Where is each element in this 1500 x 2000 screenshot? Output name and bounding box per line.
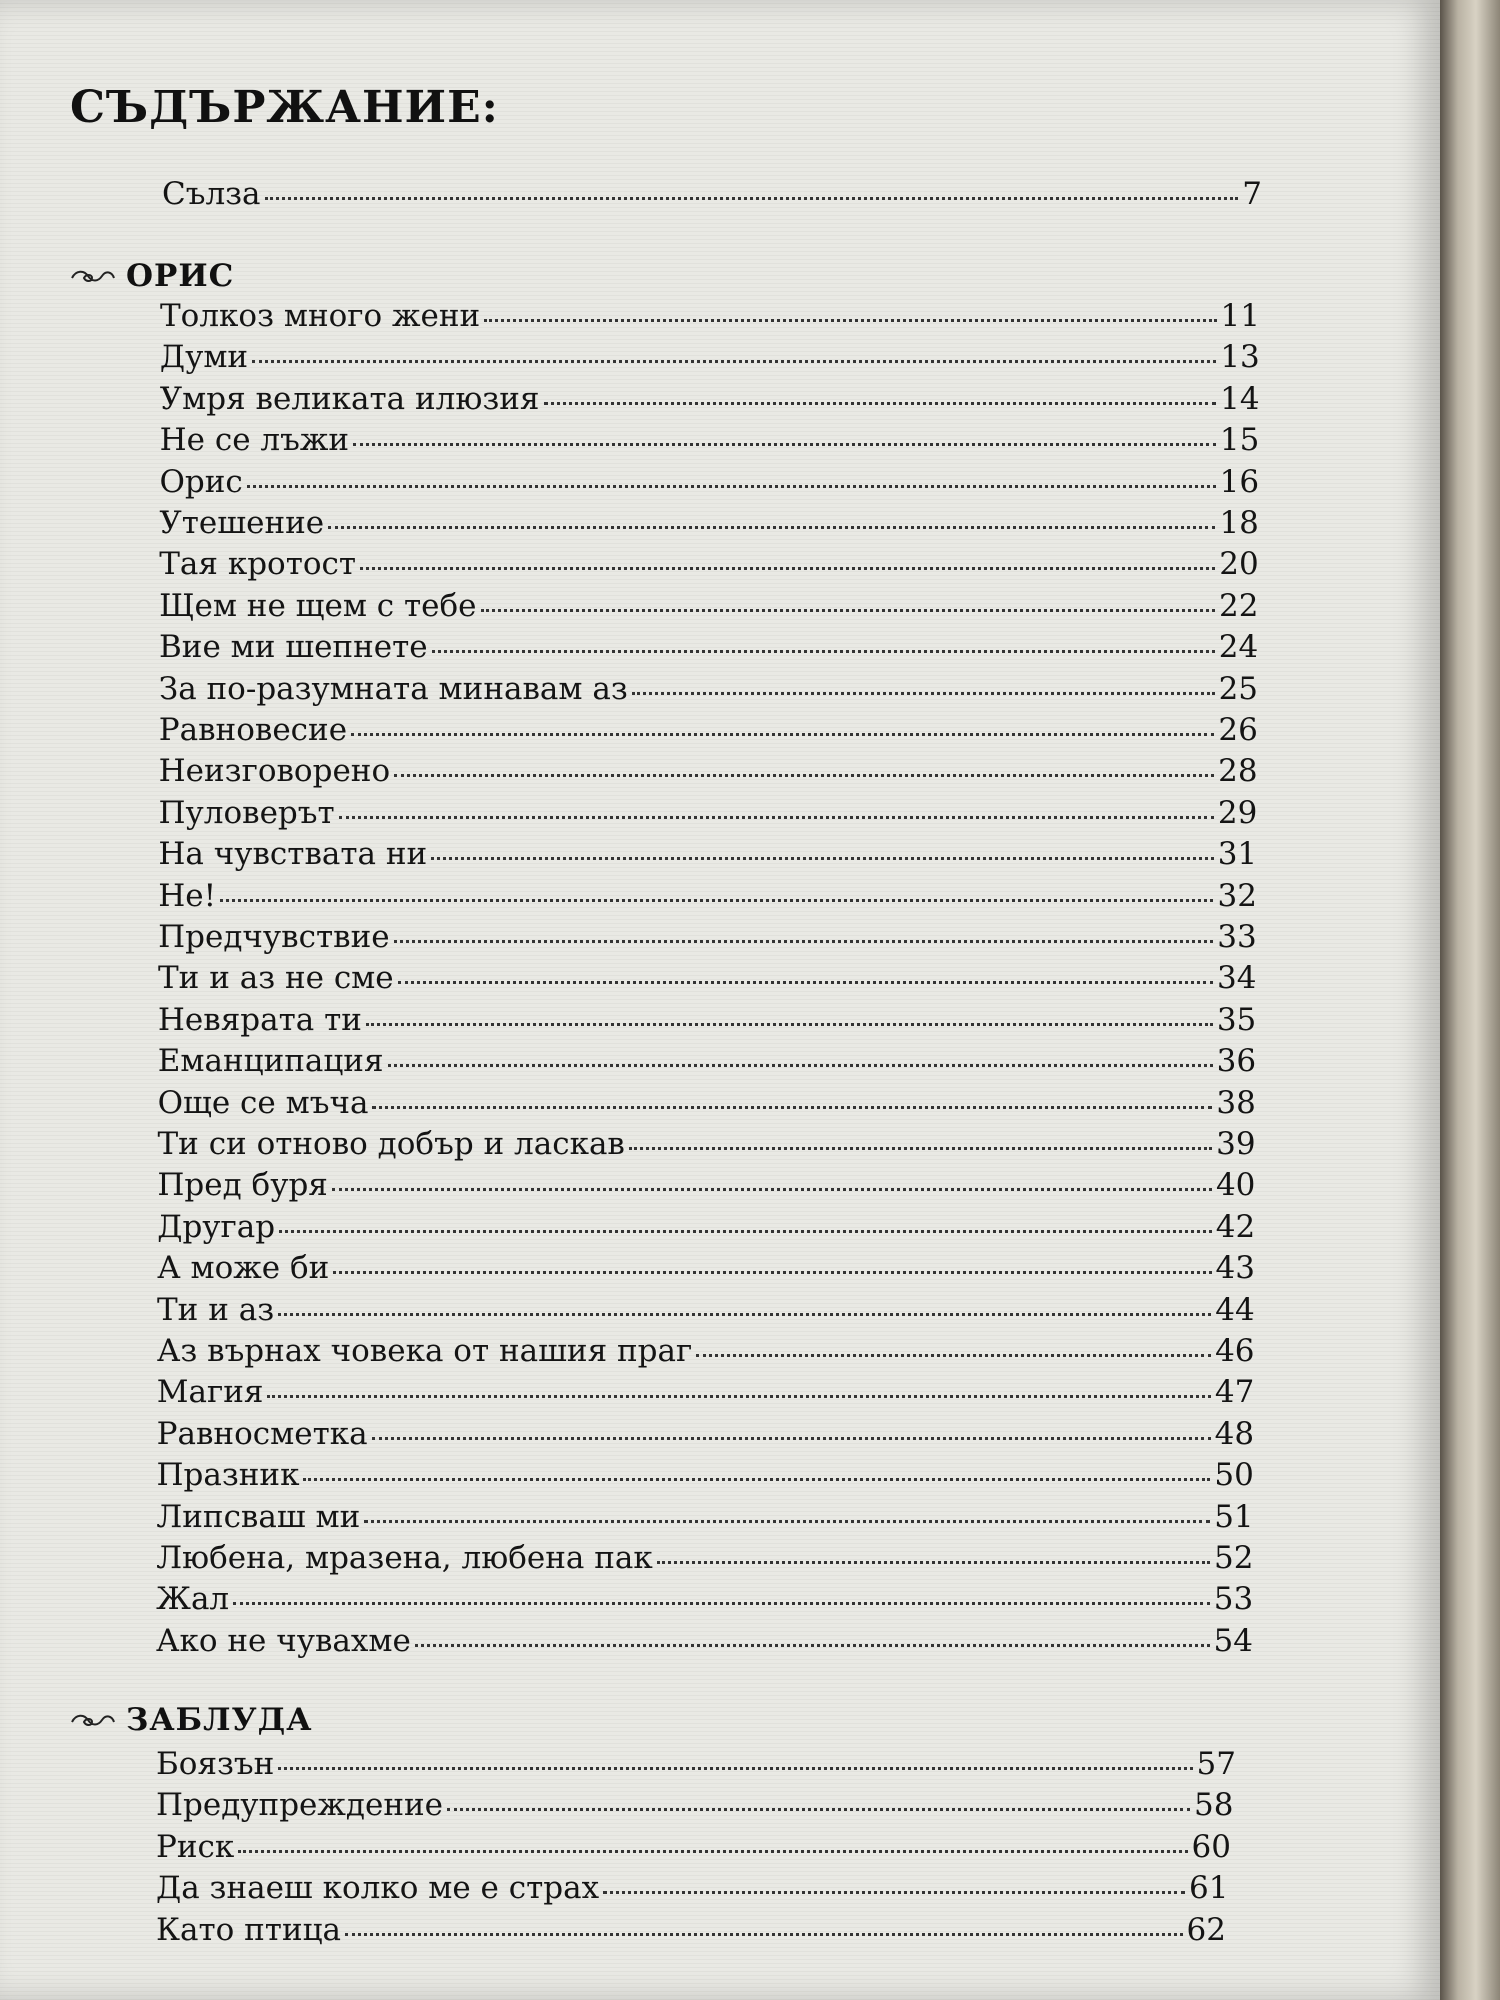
leader-dots [603,1891,1185,1894]
toc-entry [157,1333,1255,1373]
leader-dots [353,443,1216,446]
leader-dots [333,1271,1211,1274]
leader-dots [265,197,1239,200]
toc-entry [158,1126,1256,1166]
entry-page: 60 [1191,1828,1231,1865]
leader-dots [447,1808,1190,1811]
entry-page: 39 [1216,1126,1256,1162]
entry-title: Аз върнах човека от нашия праг [156,1333,693,1369]
entry-title: Тая кротост [159,546,357,583]
leader-dots [220,899,1213,902]
leader-dots [332,1188,1212,1191]
toc-entry [158,1043,1256,1083]
entry-title: Боязън [156,1746,275,1782]
entry-title: Ти си отново добър и ласкав [157,1126,625,1162]
entry-title: За по-разумната минавам аз [158,670,628,707]
ornament-icon [70,1710,116,1730]
entry-page: 31 [1217,836,1258,873]
entry-page: 57 [1196,1746,1236,1782]
entry-page: 43 [1215,1250,1255,1287]
entry-page: 22 [1219,587,1259,624]
entry-page: 47 [1214,1374,1255,1411]
entry-page: 44 [1215,1291,1255,1328]
leader-dots [364,1520,1210,1523]
toc-entry [160,298,1260,338]
entry-page: 28 [1218,753,1258,790]
entry-page: 58 [1194,1787,1234,1824]
toc-entry [156,1499,1253,1539]
entry-page: 38 [1216,1084,1256,1121]
leader-dots [238,1850,1187,1853]
entry-page: 24 [1218,629,1259,666]
entry-title: Вие ми шепнете [159,629,428,666]
leader-dots [394,774,1214,777]
leader-dots [279,1230,1212,1233]
entry-page: 61 [1189,1870,1229,1907]
entry-title: Орис [159,463,243,500]
toc-entry [159,671,1258,711]
entry-title: Сълза [162,176,261,212]
entry-title: А може би [157,1250,330,1287]
entry-title: Още се мъча [157,1084,369,1121]
entry-title: Равносметка [156,1415,368,1452]
entry-title: Да знаеш колко ме е страх [156,1870,600,1907]
entry-title: Ти и аз не сме [158,960,394,997]
toc-entry [159,588,1258,628]
leader-dots [351,733,1214,736]
entry-page: 35 [1216,1001,1257,1038]
leader-dots [328,526,1215,529]
entry-title: Жал [156,1581,230,1618]
entry-title: Невярата ти [157,1001,362,1038]
ornament-icon [70,266,116,286]
entry-title: Умря великата илюзия [159,380,540,417]
entry-page: 15 [1219,422,1260,459]
entry-title: Равновесие [158,712,348,748]
entry-page: 25 [1218,670,1259,707]
leader-dots [278,1313,1211,1316]
toc-entry [160,464,1260,504]
toc-entry [158,1002,1256,1042]
leader-dots [360,567,1215,570]
section-heading [70,258,234,294]
leader-dots [345,1933,1183,1936]
entry-page: 32 [1217,877,1257,914]
toc-entry [157,1209,1255,1249]
entry-title: Не! [158,877,217,914]
entry-page: 52 [1213,1540,1254,1576]
leader-dots [278,1767,1192,1770]
leader-dots [632,692,1215,695]
toc-entry [159,753,1258,793]
entry-title: Любена, мразена, любена пак [156,1540,653,1576]
entry-page: 18 [1219,505,1259,541]
entry-title: Утешение [159,505,325,541]
entry-page: 33 [1217,919,1257,955]
leader-dots [372,1106,1212,1109]
entry-page: 51 [1214,1498,1254,1535]
entry-page: 62 [1186,1911,1226,1948]
leader-dots [252,360,1216,363]
toc-entry [160,381,1260,421]
toc-entry [160,422,1260,462]
page-title: СЪДЪРЖАНИЕ: [70,82,499,133]
leader-dots [431,857,1214,860]
leader-dots [432,650,1215,653]
leader-dots [484,319,1216,322]
entry-title: Риск [156,1828,235,1865]
leader-dots [366,1023,1213,1026]
entry-title: Магия [156,1374,264,1411]
toc-entry [157,1167,1255,1207]
toc-entry [162,176,1262,216]
toc-entry [156,1829,1231,1869]
leader-dots [481,609,1215,612]
entry-title: Липсваш ми [156,1498,361,1535]
leader-dots [394,940,1214,943]
leader-dots [372,1437,1211,1440]
toc-entry [159,629,1258,669]
leader-dots [247,485,1216,488]
toc-entry [157,1292,1255,1332]
toc-entry [157,1416,1254,1456]
toc-entry [158,960,1257,1000]
entry-title: Другар [157,1208,276,1245]
leader-dots [696,1354,1211,1357]
entry-title: Като птица [156,1911,342,1948]
toc-entry [159,795,1258,835]
entry-title: Пуловерът [158,794,335,831]
toc-entry [157,1457,1254,1497]
entry-page: 54 [1213,1622,1253,1659]
toc-entry [156,1623,1253,1663]
entry-page: 53 [1213,1581,1254,1618]
section-title: ОРИС [126,258,235,294]
entry-page: 46 [1215,1333,1255,1369]
entry-page: 13 [1220,339,1260,376]
entry-title: Неизговорено [158,753,391,790]
entry-page: 29 [1217,794,1258,831]
entry-title: Ако не чувахме [156,1622,411,1659]
entry-page: 50 [1214,1457,1254,1494]
toc-entry [156,1540,1253,1580]
entry-title: Не се лъжи [159,422,350,459]
leader-dots [388,1064,1213,1067]
entry-title: Думи [159,339,249,376]
toc-entry [158,878,1257,918]
leader-dots [544,402,1217,405]
leader-dots [233,1602,1210,1605]
entry-title: Толкоз много жени [160,298,481,334]
entry-page: 16 [1219,463,1260,500]
entry-page: 48 [1214,1415,1255,1452]
leader-dots [657,1561,1210,1564]
toc-entry [159,712,1258,752]
entry-title: Предупреждение [156,1787,444,1824]
entry-title: Ти и аз [157,1291,275,1328]
leader-dots [398,981,1213,984]
leader-dots [267,1395,1210,1398]
toc-entry [158,1085,1256,1125]
leader-dots [415,1644,1210,1647]
entry-page: 20 [1219,546,1259,583]
toc-entry [157,1374,1255,1414]
leader-dots [339,816,1214,819]
entry-page: 11 [1220,298,1260,334]
entry-title: Празник [156,1457,300,1494]
toc-entry [160,339,1260,379]
toc-entry [156,1746,1236,1786]
toc-entry [157,1250,1255,1290]
entry-page: 26 [1218,712,1258,748]
toc-entry [156,1581,1253,1621]
entry-page: 40 [1215,1167,1256,1204]
toc-entry [159,505,1259,545]
entry-title: Пред буря [157,1167,328,1204]
entry-page: 7 [1242,176,1262,212]
toc-entry [158,919,1257,959]
entry-page: 42 [1215,1208,1256,1245]
book-spine-edge [1440,0,1500,2000]
toc-entry [156,1912,1226,1952]
section-heading [70,1702,312,1738]
entry-page: 34 [1217,960,1257,997]
section-title: ЗАБЛУДА [126,1702,313,1738]
entry-page: 36 [1216,1043,1257,1080]
entry-title: Еманципация [157,1043,384,1080]
toc-entry [156,1870,1229,1910]
toc-entry [156,1787,1234,1827]
entry-title: Щем не щем с тебе [159,587,477,624]
entry-page: 14 [1220,380,1260,417]
toc-entry [159,546,1258,586]
entry-title: На чувствата ни [158,836,428,873]
entry-title: Предчувствие [158,919,390,955]
toc-entry [158,836,1257,876]
leader-dots [303,1478,1210,1481]
leader-dots [629,1147,1212,1150]
